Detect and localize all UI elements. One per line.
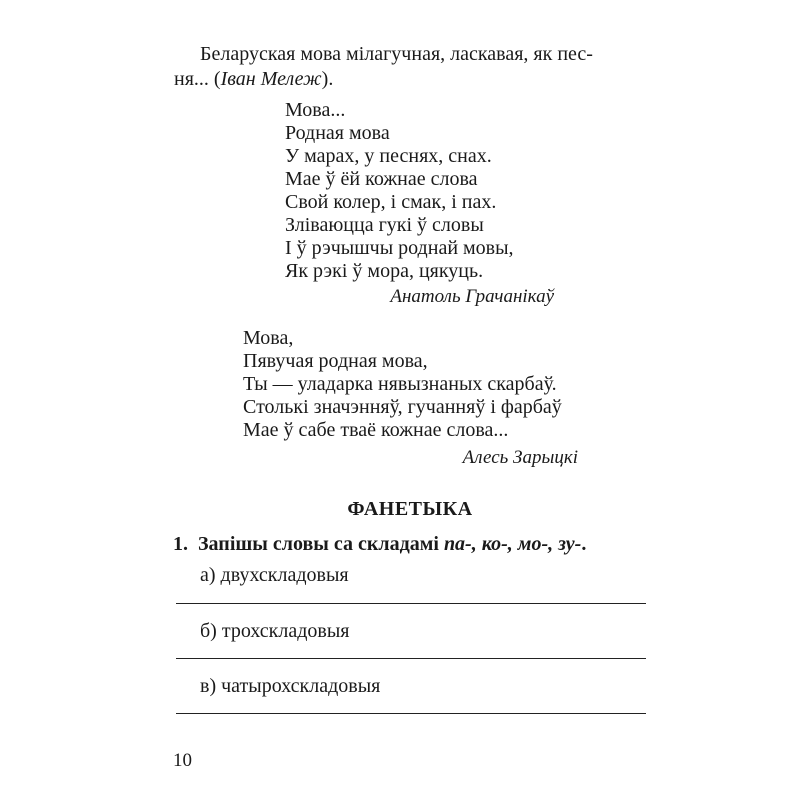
intro-line-2-prefix: ня... ( [174,68,221,90]
answer-line-c[interactable] [176,713,646,714]
intro-line-1: Беларуская мова мілагучная, ласкавая, як пес- [200,43,593,65]
poem2-line: Пявучая родная мова, [243,350,428,372]
page-number: 10 [173,750,192,771]
poem1-author: Анатоль Грачанікаў [390,286,554,307]
task-instruction [173,533,586,556]
poem2-line: Мова, [243,327,294,349]
poem1-line: Мае ў ёй кожнае слова [285,168,478,190]
poem1-line: Родная мова [285,122,390,144]
section-title: ФАНЕТЫКА [347,498,473,520]
option-c-label: в) чатырохскладовыя [200,675,381,697]
task-text: Запішы словы са складамі [198,533,439,555]
poem2-author: Алесь Зарыцкі [462,447,578,468]
poem2-line: Ты — уладарка нявызнаных скарбаў. [243,373,557,395]
poem1-line: І ў рэчышчы роднай мовы, [285,237,514,259]
poem1-line: Як рэкі ў мора, цякуць. [285,260,484,282]
task-end: . [581,533,587,555]
option-b-label: б) трохскладовыя [200,620,350,642]
poem2-line: Мае ў сабе тваё кожнае слова... [243,419,509,441]
poem2-line: Столькі значэнняў, гучанняў і фарбаў [243,396,562,418]
intro-line-2 [174,67,333,92]
poem1-line: Мова... [285,99,346,121]
poem1-line: Зліваюцца гукі ў словы [285,214,484,236]
answer-line-a[interactable] [176,603,646,604]
poem1-line: У марах, у песнях, снах. [285,145,492,167]
intro-author: Іван Мележ [220,68,322,90]
poem1-line: Свой колер, і смак, і пах. [285,191,497,213]
task-syllables: па-, ко-, мо-, зу- [443,533,582,555]
task-number: 1. [173,533,188,555]
intro-line-2-suffix: ). [321,68,334,90]
answer-line-b[interactable] [176,658,646,659]
option-a-label: а) двухскладовыя [200,564,349,586]
